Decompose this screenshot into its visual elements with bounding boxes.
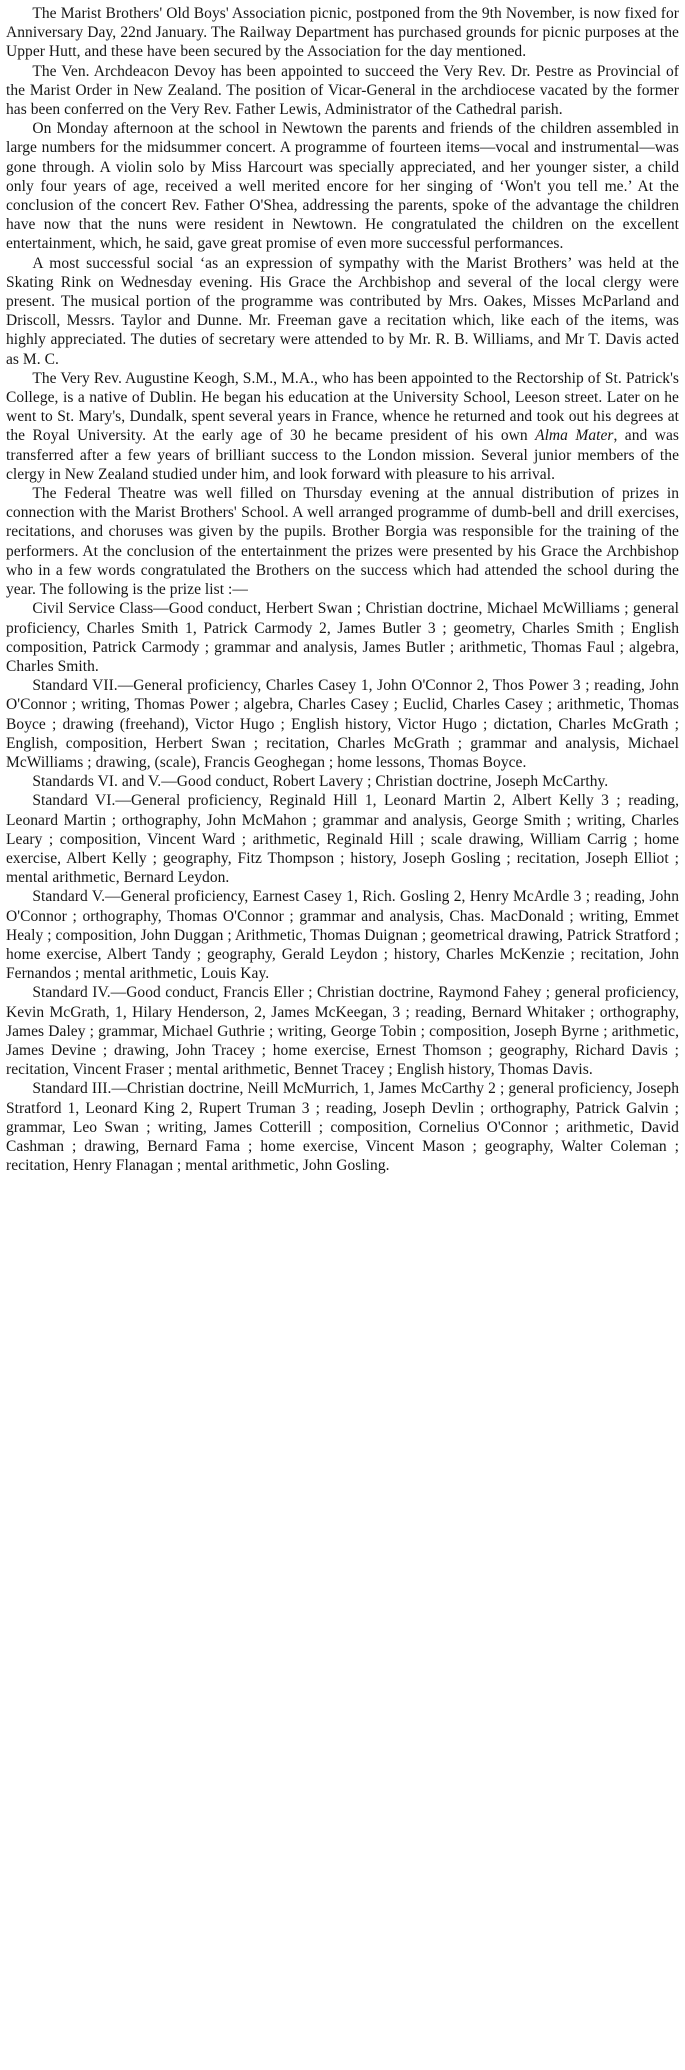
paragraph-prize-distribution: The Federal Theatre was well filled on Thursday evening at the annual distribution of prizes in connection with the Marist Brothers' School. A well arranged programme of dumb-bell and drill exercises, recitations, and choruses was given by the pupils. Brother Borgia was responsible for the training of the performers. At the conclusion of the entertainment the prizes were presented by his Grace the Archbishop who in a few words congratulated the Brothers on the success which had attended the school during the year. The following is the prize list :— [6, 485, 679, 599]
paragraph-provincial-appointment: The Ven. Archdeacon Devoy has been appointed to succeed the Very Rev. Dr. Pestre as Provincial of the Marist Order in New Zealand. The position of Vicar-General in the archdiocese vacated by the former has been conferred on the Very Rev. Father Lewis, Administrator of the Cathedral parish. [6, 62, 679, 119]
prize-list-standard-4: Standard IV.—Good conduct, Francis Eller ; Christian doctrine, Raymond Fahey ; general proficiency, Kevin McGrath, 1, Hilary Henderson, 2, James McKeegan, 3 ; reading, Bernard Whitaker ; orthography, James Daley ; grammar, Michael Guthrie ; writing, George Tobin ; composition, Joseph Byrne ; arithmetic, James Devine ; drawing, John Tracey ; home exercise, Ernest Thomson ; geography, Richard Davis ; recitation, Vincent Fraser ; mental arithmetic, Bennet Tracey ; English history, Thomas Davis. [6, 984, 679, 1079]
prize-list-standard-7: Standard VII.—General proficiency, Charles Casey 1, John O'Connor 2, Thos Power 3 ; reading, John O'Connor ; writing, Thomas Power ; algebra, Charles Casey ; Euclid, Charles Casey ; arithmetic, Thomas Boyce ; drawing (freehand), Victor Hugo ; English history, Victor Hugo ; dictation, Charles McGrath ; English, composition, Herbert Swan ; recitation, Charles McGrath ; grammar and analysis, Michael McWilliams ; drawing, (scale), Francis Geoghegan ; home lessons, Thomas Boyce. [6, 677, 679, 771]
prize-list-standard-3: Standard III.—Christian doctrine, Neill McMurrich, 1, James McCarthy 2 ; general proficiency, Joseph Stratford 1, Leonard King 2, Rupert Truman 3 ; reading, Joseph Devlin ; orthography, Patrick Galvin ; grammar, Leo Swan ; writing, James Cotterill ; composition, Cornelius O'Connor ; arithmetic, David Cashman ; drawing, Bernard Fama ; home exercise, Vincent Mason ; geography, Walter Coleman ; recitation, Henry Flanagan ; mental arithmetic, John Gosling. [6, 1080, 679, 1175]
alma-mater-italic: Alma Mater [535, 427, 614, 445]
rector-text-start: The Very Rev. Augustine Keogh, S.M., M.A., who has been appointed to the Rectorship of St. Patrick's College, is a native of Dublin. He began his education at the University School, Leeson street. Later on he went to St. Mary's, Dundalk, spent several years in France, whence he returned and took out his degrees at the Royal University. At the early age of 30 he became president of his own [6, 369, 679, 445]
paragraph-skating-rink-social: A most successful social ‘as an expression of sympathy with the Marist Brothers’ was held at the Skating Rink on Wednesday evening. His Grace the Archbishop and several of the local clergy were present. The musical portion of the programme was contributed by Mrs. Oakes, Misses McParland and Driscoll, Messrs. Taylor and Dunne. Mr. Freeman gave a recitation which, like each of the items, was highly appreciated. The duties of secretary were attended to by Mr. R. B. Williams, and Mr T. Davis acted as M. C. [6, 254, 679, 368]
paragraph-newtown-concert: On Monday afternoon at the school in Newtown the parents and friends of the children assembled in large numbers for the midsummer concert. A programme of fourteen items—vocal and instrumental—was gone through. A violin solo by Miss Harcourt was specially appreciated, and her younger sister, a child only four years of age, received a well merited encore for her singing of ‘Won't you tell me.’ At the conclusion of the concert Rev. Father O'Shea, addressing the parents, spoke of the advantage the children have now that the nuns were resident in Newtown. He congratulated the children on the excellent entertainment, which, he said, gave great promise of even more successful performances. [6, 120, 679, 253]
prize-list-standard-6: Standard VI.—General proficiency, Reginald Hill 1, Leonard Martin 2, Albert Kelly 3 ; reading, Leonard Martin ; orthography, John McMahon ; grammar and analysis, George Smith ; writing, Charles Leary ; composition, Vincent Ward ; arithmetic, Reginald Hill ; scale drawing, William Carrig ; home exercise, Albert Kelly ; geography, Fitz Thompson ; history, Joseph Gosling ; recitation, Joseph Elliot ; mental arithmetic, Bernard Leydon. [6, 792, 679, 887]
paragraph-rector-appointment [6, 369, 679, 484]
rector-text-end: , and was transferred after a few years of brilliant success to the London mission. Several junior members of the clergy in New Zealand studied under him, and look forward with pleasure to his arrival. [6, 427, 679, 483]
prize-list-civil-service: Civil Service Class—Good conduct, Herbert Swan ; Christian doctrine, Michael McWilliams ; general proficiency, Charles Smith 1, Patrick Carmody 2, James Butler 3 ; geometry, Charles Smith ; English composition, Patrick Carmody ; grammar and analysis, James Butler ; arithmetic, Thomas Faul ; algebra, Charles Smith. [6, 600, 679, 675]
paragraph-old-boys-picnic: The Marist Brothers' Old Boys' Association picnic, postponed from the 9th November, is now fixed for Anniversary Day, 22nd January. The Railway Department has purchased grounds for picnic purposes at the Upper Hutt, and these have been secured by the Association for the day mentioned. [6, 5, 679, 61]
prize-list-standards-6-5: Standards VI. and V.—Good conduct, Robert Lavery ; Christian doctrine, Joseph McCarthy. [32, 773, 609, 791]
prize-list-standard-5: Standard V.—General proficiency, Earnest Casey 1, Rich. Gosling 2, Henry McArdle 3 ; reading, John O'Connor ; orthography, Thomas O'Connor ; grammar and analysis, Chas. MacDonald ; writing, Emmet Healy ; composition, John Duggan ; Arithmetic, Thomas Duignan ; geometrical drawing, Patrick Stratford ; home exercise, Albert Tandy ; geography, Gerald Leydon ; history, Charles McKenzie ; recitation, John Fernandos ; mental arithmetic, Louis Kay. [6, 888, 679, 983]
